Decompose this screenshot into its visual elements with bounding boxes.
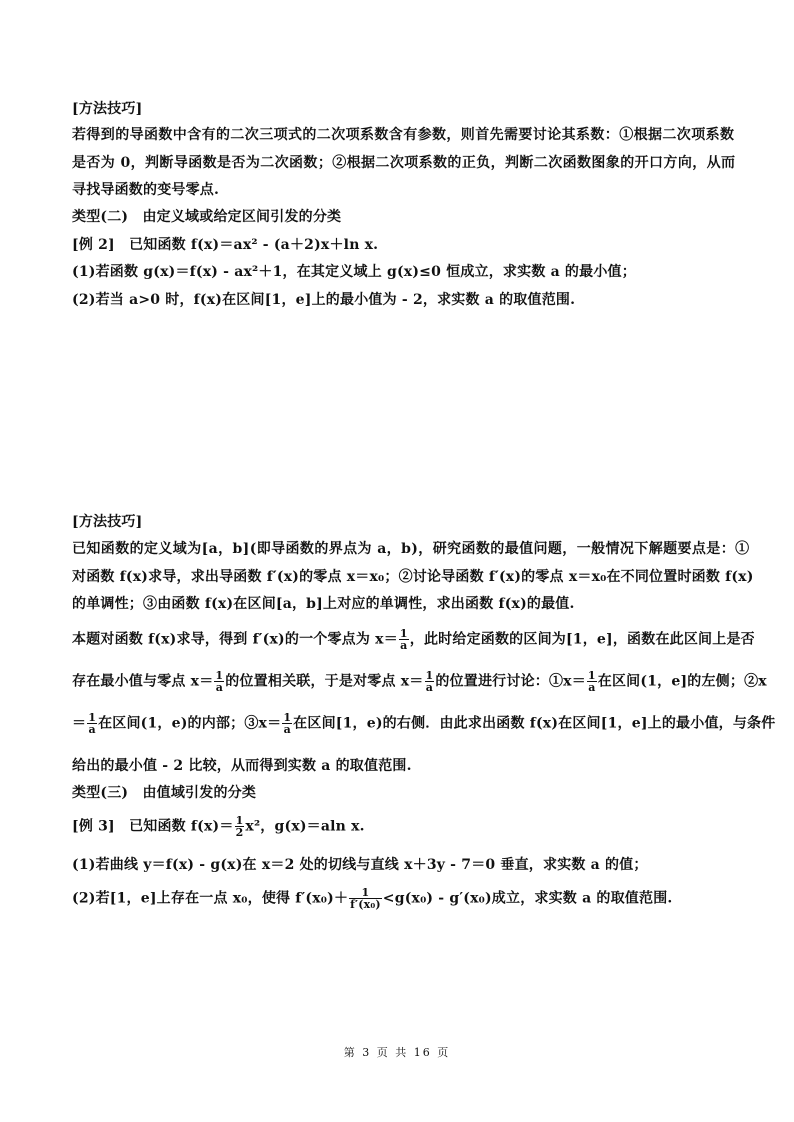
method2-line-3: 的单调性；③由函数 f(x)在区间[a，b]上对应的单调性，求出函数 f(x)的最值. — [72, 596, 575, 612]
fraction-1-over-a: $\frac{1}{a}$ — [215, 669, 224, 694]
example2-statement: [例 2] 已知函数 f(x)＝ax² - (a＋2)x＋ln x. — [72, 237, 379, 253]
method1-line-2: 是否为 0，判断导函数是否为二次函数；②根据二次项系数的正负，判断二次函数图象的开口方向，从而 — [72, 155, 736, 171]
method2-line-5: 存在最小值与零点 x＝ $\frac{1}{a}$ 的位置相关联，于是对零点 x＝ $\frac{1}{a}$ 的位置进行讨论：①x＝ $\frac{1}{a}$ 在区间(1，e]的左侧；②x — [72, 669, 767, 694]
fraction-1-over-a: $\frac{1}{a}$ — [587, 669, 596, 694]
method2-line-2: 对函数 f(x)求导，求出导函数 f′(x)的零点 x＝x₀；②讨论导函数 f′(x)的零点 x＝x₀在不同位置时函数 f(x) — [72, 569, 754, 585]
example3-question-1: (1)若曲线 y＝f(x) - g(x)在 x＝2 处的切线与直线 x＋3y - 7＝0 垂直，求实数 a 的值； — [72, 857, 648, 873]
fraction-1-over-a: $\frac{1}{a}$ — [283, 711, 292, 736]
method2-line-7: 给出的最小值 - 2 比较，从而得到实数 a 的取值范围. — [72, 758, 412, 774]
method-heading-1: [方法技巧] — [72, 101, 143, 117]
example2-question-1: (1)若函数 g(x)＝f(x) - ax²＋1，在其定义域上 g(x)≤0 恒成立，求实数 a 的最小值； — [72, 264, 636, 280]
fraction-1-over-fprime: $\frac{1}{\text{f′(x₀)}}$ — [350, 886, 381, 911]
fraction-1-over-a: $\frac{1}{a}$ — [425, 669, 434, 694]
fraction-1-over-a: $\frac{1}{a}$ — [399, 627, 408, 652]
fraction-1-over-a: $\frac{1}{a}$ — [88, 711, 97, 736]
type3-heading: 类型(三) 由值域引发的分类 — [72, 785, 257, 801]
method2-line-6: ＝ $\frac{1}{a}$ 在区间(1，e)的内部；③x＝ $\frac{1}{a}$ 在区间[1，e)的右侧．由此求出函数 f(x)在区间[1，e]上的最小值，与条件 — [72, 711, 776, 736]
method-heading-2: [方法技巧] — [72, 514, 143, 530]
method2-line-1: 已知函数的定义域为[a，b](即导函数的界点为 a，b)，研究函数的最值问题，一般情况下解题要点是：① — [72, 541, 750, 557]
type2-heading: 类型(二) 由定义域或给定区间引发的分类 — [72, 209, 342, 225]
method2-line-4: 本题对函数 f(x)求导，得到 f′(x)的一个零点为 x＝ $\frac{1}{a}$ ，此时给定函数的区间为[1，e]，函数在此区间上是否 — [72, 627, 755, 652]
method1-line-1: 若得到的导函数中含有的二次三项式的二次项系数含有参数，则首先需要讨论其系数：①根据二次项系数 — [72, 127, 735, 143]
example2-question-2: (2)若当 a>0 时，f(x)在区间[1，e]上的最小值为 - 2，求实数 a 的取值范围. — [72, 292, 576, 308]
method1-line-3: 寻找导函数的变号零点. — [72, 182, 220, 198]
example3-statement: [例 3] 已知函数 f(x)＝ $\frac{1}{2}$ x²，g(x)＝aln x. — [72, 814, 365, 839]
fraction-1-over-2: $\frac{1}{2}$ — [235, 814, 244, 839]
example3-question-2: (2)若[1，e]上存在一点 x₀，使得 f′(x₀)＋ $\frac{1}{\text{f′(x₀)}}$ <g(x₀) - g′(x₀)成立，求实数 a 的取值范围. — [72, 886, 673, 911]
page-footer: 第 3 页 共 16 页 — [343, 1046, 451, 1059]
